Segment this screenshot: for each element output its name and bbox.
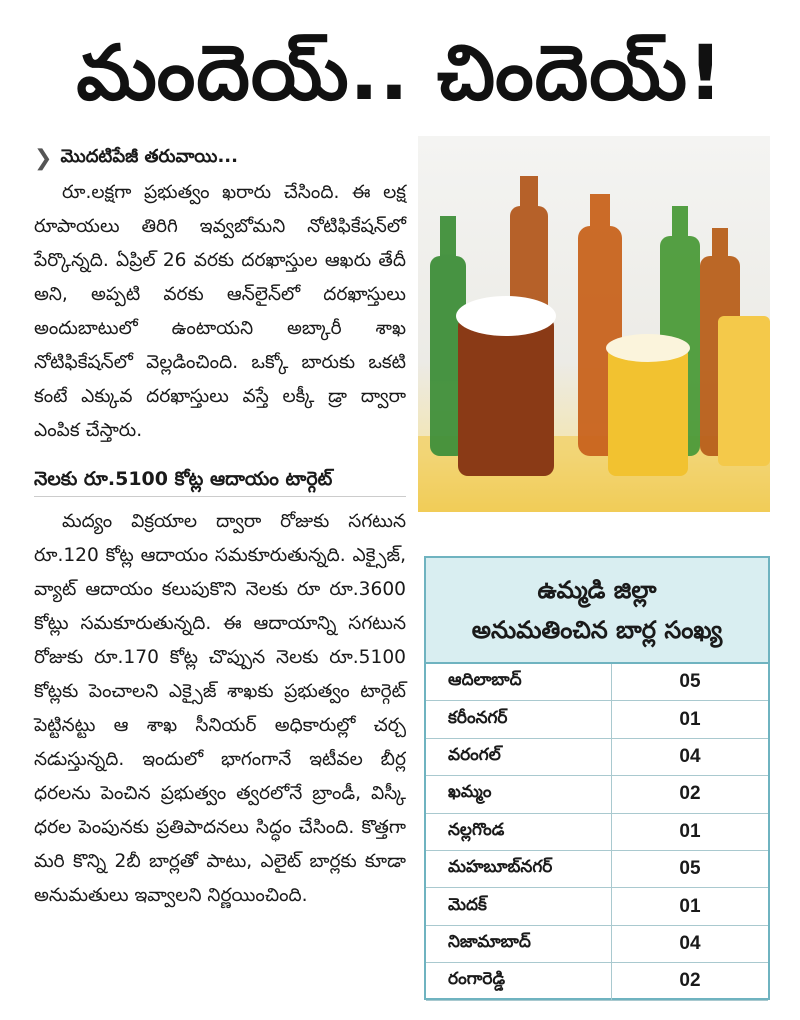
paragraph-2: మద్యం విక్రయాల ద్వారా రోజుకు సగటున రూ.120 కోట్ల ఆదాయం సమకూరుతున్నది. ఎక్సైజ్, వ్యాట్ ఆదాయం కలుపుకొని నెలకు రూ రూ.3600 కోట్లు సమకూరుతున్నది. ఈ ఆదాయాన్ని సగటున రోజుకు రూ.170 కోట్ల చొప్పున నెలకు రూ.5100 కోట్లకు పెంచాలని ఎక్సైజ్ శాఖకు ప్రభుత్వం టార్గెట్ పెట్టినట్టు ఆ శాఖ సీనియర్ అధికారుల్లో చర్చ నడుస్తున్నది. ఇందులో భాగంగానే ఇటీవల బీర్ల ధరలను పెంచిన ప్రభుత్వం త్వరలోనే బ్రాండీ, విస్కీ ధరల పెంపునకు ప్రతిపాదనలు సిద్ధం చేసింది. కొత్తగా మరి కొన్ని 2బీ బార్లతో పాటు, ఎలైట్ బార్లకు కూడా అనుమతులు ఇవ్వాలని నిర్ణయించింది. bbox=[34, 511, 406, 906]
table-title-line2: అనుమతించిన బార్ల సంఖ్య bbox=[471, 616, 723, 644]
table-row bbox=[426, 738, 768, 775]
district-name: కరీంనగర్ bbox=[426, 701, 612, 738]
lead-line-text: మొదటిపేజీ తరువాయి... bbox=[60, 145, 238, 167]
beer-bottles-photo bbox=[418, 136, 770, 512]
continued-from-front-page bbox=[34, 140, 406, 176]
district-name: ఆదిలాబాద్ bbox=[426, 664, 612, 701]
paragraph-1: రూ.లక్షగా ప్రభుత్వం ఖరారు చేసింది. ఈ లక్ష రూపాయలు తిరిగి ఇవ్వబోమని నోటిఫికేషన్‌లో పేర్కొన్నది. ఏప్రిల్ 26 వరకు దరఖాస్తుల ఆఖరు తేదీ అని, అప్పటి వరకు ఆన్‌లైన్‌లో దరఖాస్తులు అందుబాటులో ఉంటాయని అబ్కారీ శాఖ నోటిఫికేషన్‌లో వెల్లడించింది. ఒక్కో బారుకు ఒకటి కంటే ఎక్కువ దరఖాస్తులు వస్తే లక్కీ డ్రా ద్వారా ఎంపిక చేస్తారు. bbox=[34, 182, 406, 441]
article-column bbox=[34, 140, 406, 913]
district-name: మెదక్ bbox=[426, 888, 612, 925]
table-row bbox=[426, 776, 768, 813]
bar-count: 02 bbox=[612, 963, 769, 1000]
bar-count: 01 bbox=[612, 888, 769, 925]
beer-bottles-illustration bbox=[418, 136, 770, 512]
subheading: నెలకు రూ.5100 కోట్ల ఆదాయం టార్గెట్ bbox=[34, 462, 406, 497]
table-row bbox=[426, 664, 768, 701]
bar-count: 04 bbox=[612, 738, 769, 775]
table-row bbox=[426, 925, 768, 962]
table-row bbox=[426, 813, 768, 850]
district-name: రంగారెడ్డి bbox=[426, 963, 612, 1000]
headline: మందెయ్.. చిందెయ్! bbox=[76, 28, 724, 117]
bar-count: 05 bbox=[612, 664, 769, 701]
chevron-right-icon: ❯ bbox=[34, 145, 53, 171]
table-title-line1: ఉమ్మడి జిల్లా bbox=[537, 576, 657, 604]
bar-count: 02 bbox=[612, 776, 769, 813]
bar-count: 01 bbox=[612, 813, 769, 850]
table-row bbox=[426, 701, 768, 738]
district-name: వరంగల్ bbox=[426, 738, 612, 775]
table-row bbox=[426, 888, 768, 925]
table-row bbox=[426, 963, 768, 1000]
bar-count: 05 bbox=[612, 850, 769, 887]
district-name: నల్లగొండ bbox=[426, 813, 612, 850]
district-table-body bbox=[426, 664, 768, 1001]
bars-by-district-table bbox=[424, 556, 770, 1000]
district-name: ఖమ్మం bbox=[426, 776, 612, 813]
table-header bbox=[426, 558, 768, 664]
bar-count: 04 bbox=[612, 925, 769, 962]
bar-count: 01 bbox=[612, 701, 769, 738]
table-row bbox=[426, 850, 768, 887]
district-name: మహబూబ్‌నగర్ bbox=[426, 850, 612, 887]
district-name: నిజామాబాద్ bbox=[426, 925, 612, 962]
